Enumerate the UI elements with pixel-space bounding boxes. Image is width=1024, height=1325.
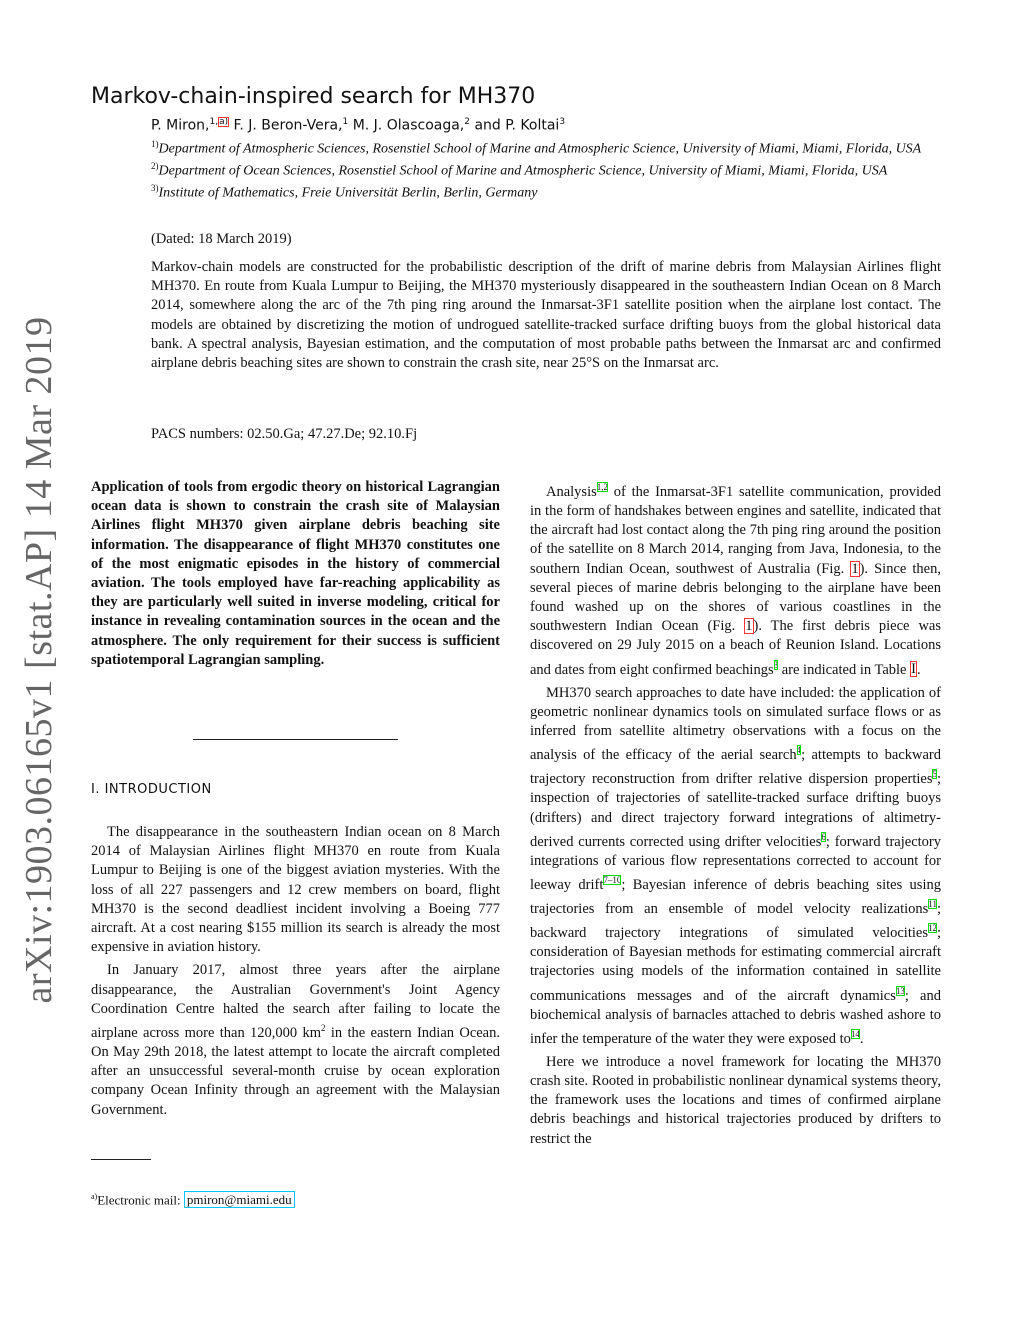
author-name: F. J. Beron-Vera, [233,117,343,134]
citation-link[interactable]: 5 [932,769,937,780]
lead-paragraph: Application of tools from ergodic theory on historical Lagrangian ocean data is shown to constrain the crash site of Malaysian Airlines flight MH370 given airplane debris beaching site information. The disappearance of flight MH370 constitutes one of the most enigmatic episodes in the history of commercial aviation. The tools employed have far-reaching applicability as they are particularly well suited in inverse modeling, critical for instance in revealing contamination sources in the ocean and the atmosphere. The only requirement for their success is sufficient spatiotemporal Lagrangian sampling. [91,479,500,668]
author-name: and P. Koltai [474,117,560,134]
citation-link[interactable]: 4 [796,745,802,756]
pacs-numbers: PACS numbers: 02.50.Ga; 47.27.De; 92.10.Fj [151,426,418,442]
author-name: M. J. Olascoaga, [352,117,465,134]
abstract: Markov-chain models are constructed for the probabilistic description of the drift of marine debris from Malaysian Airlines flight MH370. En route from Kuala Lumpur to Beijing, the MH370 mysteriously disappeared in the southeastern Indian Ocean on 8 March 2014, somewhere along the arc of the 7th ping ring around the Inmarsat-3F1 satellite position when the airplane lost contact. The models are obtained by discretizing the motion of undrogued satellite-tracked surface drifting buoys from the global historical data bank. A spectral analysis, Bayesian estimation, and the computation of most probable paths between the Inmarsat arc and confirmed airplane debris beaching sites are shown to constrain the crash site, near 25°S on the Inmarsat arc. [151,259,941,372]
citation-link[interactable]: 11 [928,899,937,910]
author-list [151,117,565,134]
citation-link[interactable]: 3 [773,659,779,670]
body-paragraph: In January 2017, almost three years after the airplane disappearance, the Australian Government's Joint Agency Coordination Centre halted the search after failing to locate the airplane across more than 120,000 $km^2$ in the eastern Indian Ocean. On May 29th 2018, the latest attempt to locate the aircraft completed after an unsuccessful several-month cruise by ocean exploration company Ocean Infinity through an agreement with the Malaysian Government. [91,962,500,1118]
date-line: (Dated: 18 March 2019) [151,231,292,247]
footnote-mark: a) [91,1192,98,1201]
affiliation-item: $^{1)}$Department of Atmospheric Sciences, Rosenstiel School of Marine and Atmospheric Science, University of Miami, Miami, Florida, USA [151,139,922,157]
author-note-link[interactable]: a) [219,117,229,127]
affiliation-item: $^{3)}$Institute of Mathematics, Freie Universität Berlin, Berlin, Germany [151,183,538,201]
citation-link[interactable]: 13 [895,985,905,996]
section-divider [193,739,398,740]
body-paragraph: The disappearance in the southeastern Indian ocean on 8 March 2014 of Malaysian Airlines flight MH370 en route from Kuala Lumpur to Beijing is one of the biggest aviation mysteries. With the loss of all 227 passengers and 12 crew members on board, flight MH370 is the second deadliest incident involving a Boeing 777 aircraft. At a cost nearing $155 million its search is already the most expensive in aviation history. [91,824,500,956]
affiliation-item: $^{2)}$Department of Ocean Sciences, Rosenstiel School of Marine and Atmospheric Science, University of Miami, Miami, Florida, USA [151,161,888,179]
citation-link[interactable]: 1,2 [596,482,608,492]
arxiv-sidebar-stamp [4,316,74,1004]
author-affiliation-mark: 1, [209,117,219,127]
table-link[interactable]: I [911,661,916,678]
footnote: $^{a)}$Electronic mail: pmiron@miami.edu [91,1192,295,1208]
citation-link[interactable]: 14 [850,1028,860,1039]
citation-link[interactable]: 6 [821,831,826,842]
section-heading-introduction: I. INTRODUCTION [91,782,212,797]
body-paragraph: Analysis$^{1,2}$ of the Inmarsat-3F1 satellite communication, provided in the form of handshakes between engines and satellite, indicated that the aircraft had lost contact along the 7th ping ring around the position of the satellite on 8 March 2014, ranging from Java, Indonesia, to the southern Indian Ocean, southwest of Australia (Fig. 1). Since then, several pieces of marine debris belonging to the airplane have been found washed up on the shores of various coastlines in the southwestern Indian Ocean (Fig. 1). The first debris piece was discovered on 29 July 2015 on a beach of Reunion Island. Locations and dates from eight confirmed beachings$^3$ are indicated in Table I. [530,482,941,678]
author-affiliation-mark: 2 [464,117,470,127]
arxiv-identifier: arXiv:1903.06165v1 [stat.AP] 14 Mar 2019 [18,316,60,1004]
author-affiliation-mark: 1 [342,117,349,127]
paper-title: Markov-chain-inspired search for MH370 [91,84,536,109]
figure-link[interactable]: 1 [851,560,859,577]
author-name: P. Miron, [151,117,210,134]
affiliations [151,136,943,202]
email-link[interactable]: pmiron@miami.edu [184,1191,295,1208]
body-paragraph: Here we introduce a novel framework for locating the MH370 crash site. Rooted in probabilistic nonlinear dynamical systems theory, the framework uses the locations and times of confirmed airplane debris beachings and historical trajectories produced by drifters to restrict the [530,1053,941,1147]
citation-link[interactable]: 12 [927,923,937,934]
figure-link[interactable]: 1 [745,618,753,635]
citation-link[interactable]: 7–10 [603,875,622,885]
right-column-body [530,478,941,1153]
left-column-body [91,823,500,1124]
body-paragraph: MH370 search approaches to date have included: the application of geometric nonlinear dynamics tools on simulated surface flows or as inferred from satellite altimetry observations with a focus on the analysis of the efficacy of the aerial search$^4$; attempts to backward trajectory reconstruction from drifter relative dispersion properties$^5$; inspection of trajectories of satellite-tracked surface drifting buoys (drifters) and direct trajectory forward integrations of altimetry-derived currents corrected using drifter velocities$^6$; forward trajectory integrations of various flow representations corrected to account for leeway drift$^{7-10}$; Bayesian inference of debris beaching sites using trajectories from an ensemble of model velocity realizations$^{11}$; backward trajectory integrations of simulated velocities$^{12}$; consideration of Bayesian methods for estimating commercial aircraft trajectories using models of the information contained in satellite communications messages and of the aircraft dynamics$^{13}$; and biochemical analysis of barnacles attached to debris washed ashore to infer the temperature of the water they were exposed to$^{14}$. [530,684,941,1047]
footnote-divider [91,1159,151,1160]
author-affiliation-mark: 3 [559,117,566,127]
